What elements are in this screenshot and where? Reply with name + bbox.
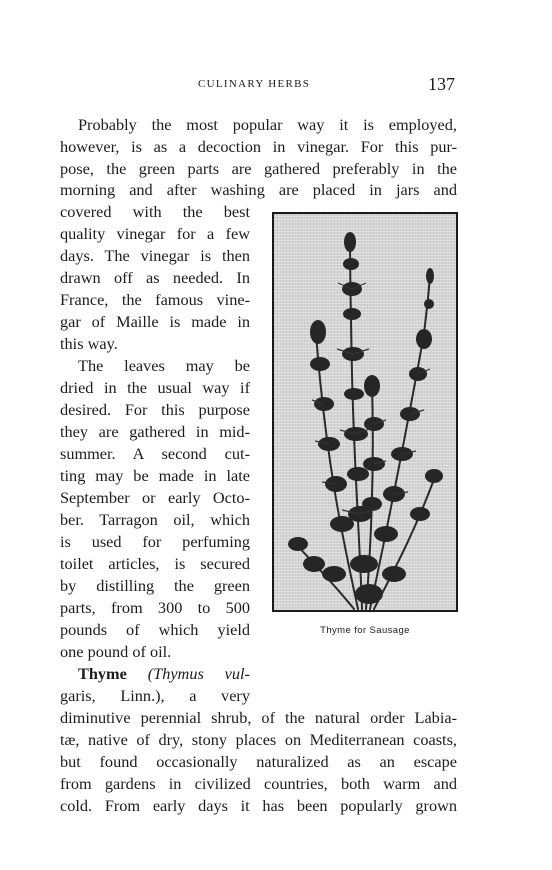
body-line: but found occasionally naturalized as an escape: [60, 752, 457, 771]
body-line: ting may be made in late: [60, 466, 250, 485]
body-line: however, is as a decoction in vinegar. For this pur-: [60, 137, 457, 156]
body-line: garis, Linn.), a very: [60, 686, 250, 705]
body-line: summer. A second cut-: [60, 444, 250, 463]
body-line: they are gathered in mid-: [60, 422, 250, 441]
thyme-entry-line: [60, 663, 250, 685]
body-line: covered with the best: [60, 202, 250, 221]
body-line: by distilling the green: [60, 576, 250, 595]
body-line: morning and after washing are placed in jars and: [60, 180, 457, 199]
body-line: quality vinegar for a few: [60, 224, 250, 243]
thyme-latin: (Thymus vul-: [147, 664, 250, 683]
body-line: pounds of which yield: [60, 620, 250, 639]
body-line: tæ, native of dry, stony places on Mediterranean coasts,: [60, 730, 457, 749]
body-line: September or early Octo-: [60, 488, 250, 507]
running-head: [0, 74, 552, 97]
body-line: France, the famous vine-: [60, 290, 250, 309]
body-line: dried in the usual way if: [60, 378, 250, 397]
body-line: toilet articles, is secured: [60, 554, 250, 573]
figure-caption: Thyme for Sausage: [320, 625, 410, 636]
body-line: Probably the most popular way it is employed,: [78, 115, 457, 134]
body-line: pose, the green parts are gathered preferably in the: [60, 159, 457, 178]
body-line: one pound of oil.: [60, 642, 172, 661]
body-line: this way.: [60, 334, 118, 353]
thyme-term: Thyme: [78, 664, 127, 683]
body-line: ber. Tarragon oil, which: [60, 510, 250, 529]
thyme-illustration: [272, 212, 458, 612]
page-number: 137: [428, 74, 455, 94]
running-title: CULINARY HERBS: [198, 78, 311, 90]
body-line: gar of Maille is made in: [60, 312, 250, 331]
body-line: parts, from 300 to 500: [60, 598, 250, 617]
body-line: diminutive perennial shrub, of the natural order Labia-: [60, 708, 457, 727]
body-line: days. The vinegar is then: [60, 246, 250, 265]
body-line: desired. For this purpose: [60, 400, 250, 419]
body-line: drawn off as needed. In: [60, 268, 250, 287]
body-line: is used for perfuming: [60, 532, 250, 551]
body-line: The leaves may be: [78, 356, 250, 375]
body-line: from gardens in civilized countries, both warm and: [60, 774, 457, 793]
thyme-plant-drawing: [274, 214, 458, 612]
body-line: cold. From early days it has been popularly grown: [60, 796, 457, 815]
